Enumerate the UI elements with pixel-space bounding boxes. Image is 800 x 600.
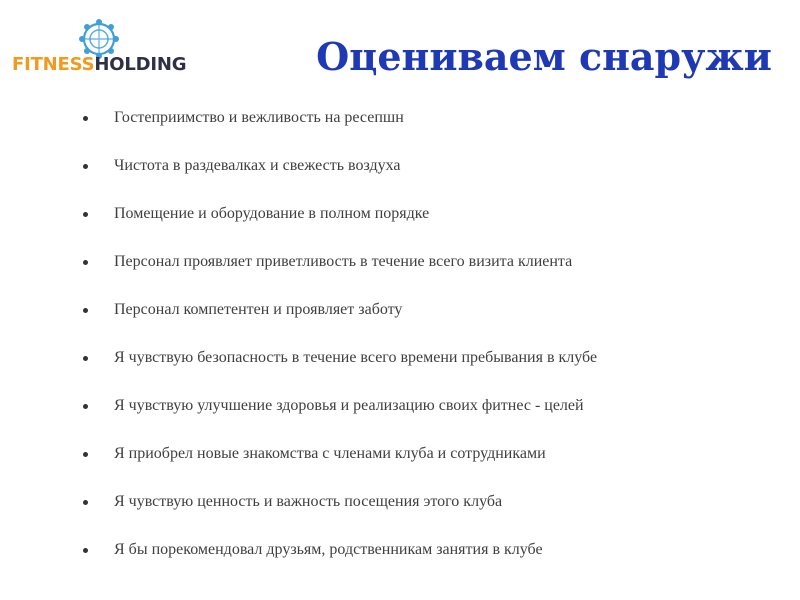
bullet-text: Я чувствую безопасность в течение всего времени пребывания в клубе: [114, 349, 598, 366]
bullet-dot-icon: [83, 452, 88, 457]
bullet-item: [83, 348, 597, 396]
bullet-dot-icon: [83, 116, 88, 121]
bullet-item: [83, 300, 597, 348]
bullet-dot-icon: [83, 500, 88, 505]
bullet-item: [83, 204, 597, 252]
bullet-dot-icon: [83, 212, 88, 217]
bullet-dot-icon: [83, 356, 88, 361]
bullet-item: [83, 108, 597, 156]
bullet-dot-icon: [83, 404, 88, 409]
bullet-text: Персонал проявляет приветливость в течение всего визита клиента: [114, 253, 573, 270]
bullet-text: Я приобрел новые знакомства с членами клуба и сотрудниками: [114, 445, 546, 462]
bullet-dot-icon: [83, 164, 88, 169]
logo-text-fitness: FITNESS: [12, 54, 95, 75]
bullet-text: Помещение и оборудование в полном порядке: [114, 205, 430, 222]
bullet-item: [83, 444, 597, 492]
bullet-dot-icon: [83, 548, 88, 553]
bullet-text: Я чувствую ценность и важность посещения этого клуба: [114, 493, 503, 510]
bullet-text: Я бы порекомендовал друзьям, родственникам занятия в клубе: [114, 541, 543, 558]
bullet-item: [83, 396, 597, 444]
logo-text: [12, 55, 186, 75]
bullet-item: [83, 540, 597, 588]
fitnessholding-logo: [12, 16, 187, 78]
bullet-text: Чистота в раздевалках и свежесть воздуха: [114, 157, 401, 174]
bullet-item: [83, 156, 597, 204]
slide-title: Оцениваем снаружи: [316, 34, 772, 79]
bullet-text: Персонал компетентен и проявляет заботу: [114, 301, 403, 318]
bullet-dot-icon: [83, 260, 88, 265]
bullet-list: [83, 108, 597, 588]
bullet-dot-icon: [83, 308, 88, 313]
bullet-text: Я чувствую улучшение здоровья и реализацию своих фитнес - целей: [114, 397, 584, 414]
bullet-item: [83, 492, 597, 540]
bullet-text: Гостеприимство и вежливость на ресепшн: [114, 109, 404, 126]
logo-text-holding: HOLDING: [94, 54, 187, 75]
bullet-item: [83, 252, 597, 300]
